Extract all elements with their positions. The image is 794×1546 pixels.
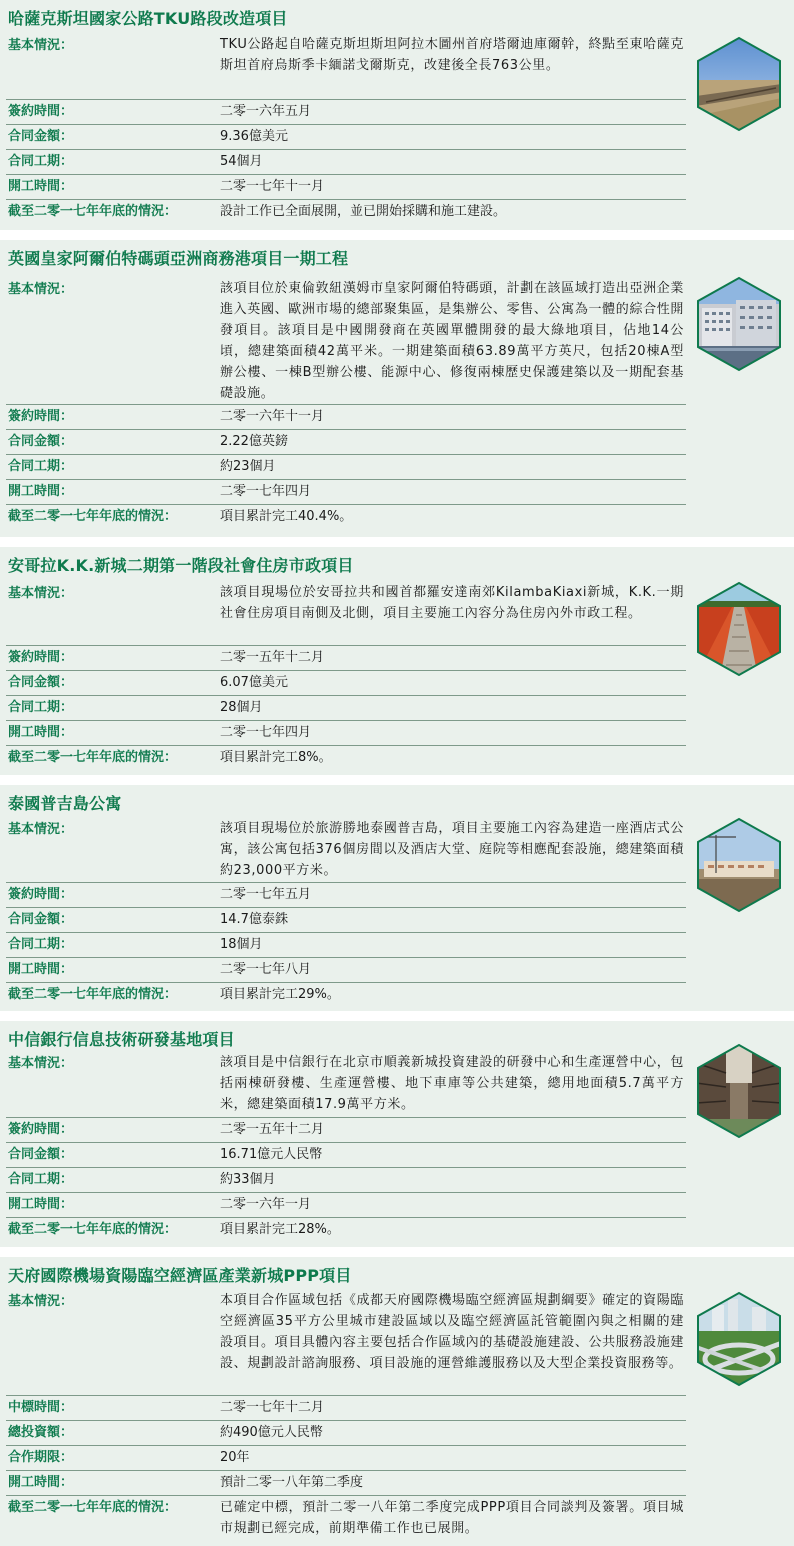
row-label: 開工時間： [8, 725, 74, 740]
row-label: 合作期限： [8, 1450, 74, 1465]
row-label: 基本情況： [8, 822, 74, 837]
row-value: 該項目是中信銀行在北京市順義新城投資建設的研發中心和生產運營中心，包括兩棟研發樓、生產運營樓、地下車庫等公共建築，總用地面積5.7萬平方米，總建築面積17.9萬平方米。 [220, 1055, 684, 1112]
row-label: 基本情況： [8, 38, 74, 53]
row-contract-amount [6, 429, 686, 455]
row-start-date [6, 957, 686, 983]
row-contract-period [6, 695, 686, 721]
row-label: 中標時間： [8, 1400, 74, 1415]
row-value: 16.71億元人民幣 [220, 1147, 323, 1162]
row-sign-date [6, 404, 686, 430]
row-contract-amount [6, 670, 686, 696]
row-value: 二零一七年十一月 [220, 179, 325, 194]
row-label: 合同金額： [8, 1147, 74, 1162]
row-value: 二零一七年四月 [220, 484, 312, 499]
row-label: 截至二零一七年年底的情況： [8, 1222, 178, 1237]
row-value: 該項目位於東倫敦紐漢姆市皇家阿爾伯特碼頭，計劃在該區域打造出亞洲企業進入英國、歐洲市場的總部聚集區，是集辦公、零售、公寓為一體的綜合性開發項目。該項目是中國開發商在英國單體開發的最大綠地項目，佔地14公頃，總建築面積42萬平米。一期建築面積63.89萬平方英尺，包括20棟A型辦公樓、一棟B型辦公樓、能源中心、修復兩棟歷史保護建築以及一期配套基礎設施。 [220, 281, 684, 401]
row-label: 簽約時間： [8, 1122, 74, 1137]
row-label: 合同金額： [8, 675, 74, 690]
project-title: 天府國際機場資陽臨空經濟區產業新城PPP項目 [8, 1266, 352, 1285]
row-label: 基本情況： [8, 586, 74, 601]
row-sign-date [6, 882, 686, 908]
row-value: 20年 [220, 1450, 250, 1465]
row-label: 基本情況： [8, 1056, 74, 1071]
row-total-investment [6, 1420, 686, 1446]
row-basic [6, 1052, 686, 1118]
row-contract-amount [6, 124, 686, 150]
row-label: 開工時間： [8, 179, 74, 194]
project-title: 安哥拉K.K.新城二期第一階段社會住房市政項目 [8, 556, 354, 575]
row-cooperation-term [6, 1445, 686, 1471]
row-value: 約490億元人民幣 [220, 1425, 323, 1440]
atrium-interior-photo [696, 1043, 782, 1139]
waterfront-office-photo [696, 276, 782, 372]
row-value: 18個月 [220, 937, 263, 952]
row-label: 合同金額： [8, 434, 74, 449]
row-value: 二零一七年十二月 [220, 1400, 325, 1415]
row-label: 合同工期： [8, 459, 74, 474]
row-value: 二零一五年十二月 [220, 650, 325, 665]
row-label: 截至二零一七年年底的情況： [8, 509, 178, 524]
row-value: 二零一七年四月 [220, 725, 312, 740]
row-label: 截至二零一七年年底的情況： [8, 204, 178, 219]
row-label: 截至二零一七年年底的情況： [8, 1500, 178, 1515]
row-sign-date [6, 1117, 686, 1143]
row-label: 開工時間： [8, 1475, 74, 1490]
project-royal-albert-dock [0, 240, 794, 537]
row-label: 合同金額： [8, 912, 74, 927]
row-contract-amount [6, 1142, 686, 1168]
row-status [6, 1217, 686, 1242]
row-label: 截至二零一七年年底的情況： [8, 987, 178, 1002]
row-value: 該項目現場位於安哥拉共和國首都羅安達南郊KilambaKiaxi新城，K.K.一期社會住房項目南側及北側，項目主要施工內容分為住房內外市政工程。 [220, 585, 684, 621]
row-start-date [6, 174, 686, 200]
row-basic [6, 278, 686, 405]
apartment-site-photo [696, 817, 782, 913]
row-start-date [6, 1470, 686, 1496]
row-status [6, 745, 686, 770]
row-label: 合同工期： [8, 154, 74, 169]
row-value: TKU公路起自哈薩克斯坦斯坦阿拉木圖州首府塔爾迪庫爾幹，終點至東哈薩克斯坦首府烏斯季卡緬諾戈爾斯克，改建後全長763公里。 [220, 37, 684, 73]
row-value: 設計工作已全面展開，並已開始採購和施工建設。 [220, 204, 507, 219]
red-earth-pipeline-photo [696, 581, 782, 677]
row-label: 總投資額： [8, 1425, 74, 1440]
row-start-date [6, 720, 686, 746]
row-contract-period [6, 932, 686, 958]
row-label: 開工時間： [8, 962, 74, 977]
project-title: 哈薩克斯坦國家公路TKU路段改造項目 [8, 9, 288, 28]
row-value: 本項目合作區域包括《成都天府國際機場臨空經濟區規劃綱要》確定的資陽臨空經濟區35平方公里城市建設區域以及臨空經濟區託管範圍內與之相關的建設項目。項目具體內容主要包括合作區域內的基礎設施建設、公共服務設施建設、規劃設計諮詢服務、項目設施的運營維護服務以及大型企業投資服務等。 [220, 1293, 684, 1371]
row-contract-period [6, 454, 686, 480]
row-award-date [6, 1395, 686, 1421]
row-value: 6.07億美元 [220, 675, 288, 690]
row-value: 14.7億泰銖 [220, 912, 288, 927]
row-basic [6, 1290, 686, 1396]
row-status [6, 1495, 686, 1541]
row-start-date [6, 1192, 686, 1218]
row-label: 開工時間： [8, 484, 74, 499]
project-title: 英國皇家阿爾伯特碼頭亞洲商務港項目一期工程 [8, 249, 349, 268]
row-label: 簽約時間： [8, 650, 74, 665]
row-label: 基本情況： [8, 1294, 74, 1309]
project-title: 泰國普吉島公寓 [8, 794, 122, 813]
project-kazakhstan-highway [0, 0, 794, 230]
project-citic-bank-rnd [0, 1021, 794, 1247]
row-label: 截至二零一七年年底的情況： [8, 750, 178, 765]
row-label: 合同工期： [8, 937, 74, 952]
row-value: 二零一五年十二月 [220, 1122, 325, 1137]
row-value: 2.22億英鎊 [220, 434, 288, 449]
row-contract-period [6, 149, 686, 175]
row-contract-amount [6, 907, 686, 933]
row-value: 該項目現場位於旅游勝地泰國普吉島，項目主要施工內容為建造一座酒店式公寓，該公寓包括376個房間以及酒店大堂、庭院等相應配套設施，總建築面積約23,000平方米。 [220, 821, 684, 878]
row-label: 簽約時間： [8, 104, 74, 119]
row-label: 簽約時間： [8, 409, 74, 424]
row-value: 約23個月 [220, 459, 276, 474]
row-label: 合同工期： [8, 700, 74, 715]
row-basic [6, 34, 686, 100]
row-value: 9.36億美元 [220, 129, 288, 144]
row-value: 項目累計完工29%。 [220, 987, 340, 1002]
row-value: 二零一六年五月 [220, 104, 312, 119]
row-value: 28個月 [220, 700, 263, 715]
row-label: 開工時間： [8, 1197, 74, 1212]
row-value: 二零一六年十一月 [220, 409, 325, 424]
row-label: 合同工期： [8, 1172, 74, 1187]
row-value: 二零一七年八月 [220, 962, 312, 977]
row-value: 二零一六年一月 [220, 1197, 312, 1212]
row-label: 基本情況： [8, 282, 74, 297]
row-value: 項目累計完工40.4%。 [220, 509, 353, 524]
row-label: 簽約時間： [8, 887, 74, 902]
project-phuket-apartment [0, 785, 794, 1011]
row-value: 約33個月 [220, 1172, 276, 1187]
row-sign-date [6, 99, 686, 125]
row-status [6, 199, 686, 224]
row-value: 已確定中標，預計二零一八年第二季度完成PPP項目合同談判及簽署。項目城市規劃已經完成，前期準備工作也已展開。 [220, 1500, 684, 1536]
row-value: 二零一七年五月 [220, 887, 312, 902]
row-contract-period [6, 1167, 686, 1193]
project-angola-kk-city [0, 547, 794, 775]
row-basic [6, 818, 686, 883]
row-value: 預計二零一八年第二季度 [220, 1475, 364, 1490]
row-sign-date [6, 645, 686, 671]
project-tianfu-airport-ppp [0, 1257, 794, 1546]
row-basic [6, 582, 686, 646]
row-label: 合同金額： [8, 129, 74, 144]
row-status [6, 504, 686, 529]
city-interchange-photo [696, 1291, 782, 1387]
highway-construction-photo [696, 36, 782, 132]
row-value: 項目累計完工28%。 [220, 1222, 340, 1237]
row-start-date [6, 479, 686, 505]
row-value: 54個月 [220, 154, 263, 169]
row-status [6, 982, 686, 1007]
project-title: 中信銀行信息技術研發基地項目 [8, 1030, 235, 1049]
row-value: 項目累計完工8%。 [220, 750, 332, 765]
